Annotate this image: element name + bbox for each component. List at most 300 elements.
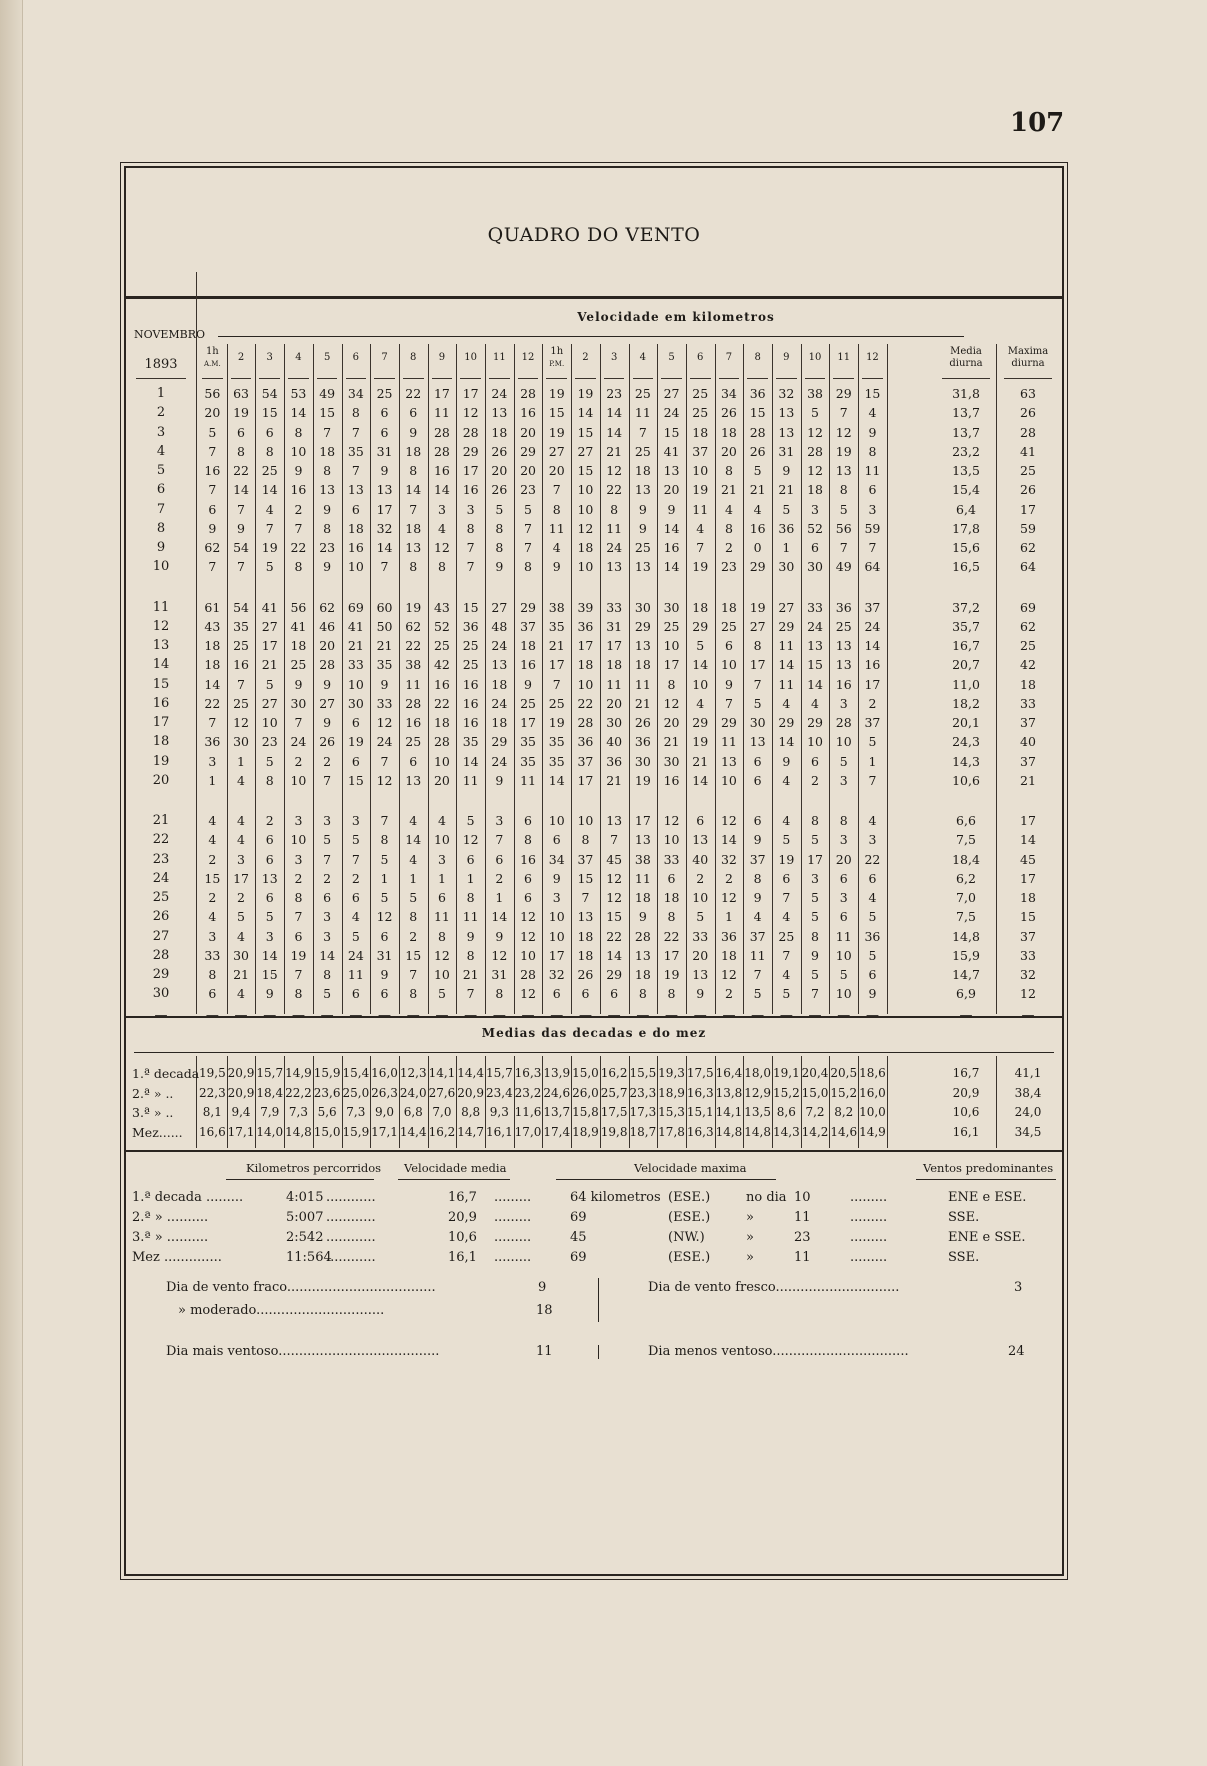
hour-value: 8 — [753, 870, 762, 886]
decade-value: 14,8 — [285, 1124, 312, 1139]
hour-value: 11 — [749, 947, 766, 963]
maxima-diurna-value: 62 — [1020, 540, 1036, 555]
hour-value: 59 — [864, 520, 881, 536]
header-underline — [518, 378, 539, 379]
hour-value: 9 — [237, 520, 245, 536]
maxima-diurna-value: 40 — [1020, 734, 1036, 750]
hour-value: 21 — [347, 638, 364, 653]
hour-value: 18 — [491, 676, 508, 692]
hour-value: 7 — [380, 753, 389, 769]
hour-value: 7 — [294, 967, 303, 982]
decade-value: 19,3 — [658, 1066, 685, 1080]
hour-value: 54 — [261, 386, 278, 401]
hour-value: 16 — [749, 520, 766, 536]
hour-value: 6 — [782, 870, 791, 886]
hour-value: 6 — [208, 501, 217, 517]
hour-value: 12 — [720, 967, 737, 982]
hour-value: 3 — [265, 928, 274, 944]
hour-value: 17 — [520, 715, 536, 730]
dash-cell: — — [521, 1007, 535, 1023]
hour-value: 23 — [606, 386, 623, 401]
media-diurna-value: 16,7 — [952, 638, 980, 653]
hour-value: 25 — [433, 638, 450, 653]
hour-value: 40 — [692, 851, 709, 867]
hour-value: 30 — [233, 947, 249, 963]
hour-value: 7 — [208, 443, 217, 459]
hour-header-label: 12 — [521, 352, 535, 363]
hour-value: 5 — [811, 832, 819, 848]
decade-value: 15,1 — [686, 1105, 714, 1119]
hour-value: 28 — [405, 695, 422, 711]
hour-value: 41 — [290, 618, 307, 634]
hour-value: 4 — [724, 501, 733, 517]
hour-value: 10 — [433, 753, 450, 769]
hour-value: 36 — [634, 734, 651, 750]
hour-value: 5 — [380, 851, 389, 867]
media-diurna-value: 14,7 — [952, 967, 980, 982]
hour-value: 7 — [351, 463, 360, 478]
hour-value: 3 — [839, 890, 848, 905]
ventos-header: Ventos predominantes — [923, 1161, 1054, 1175]
hour-value: 15 — [261, 967, 278, 982]
hour-value: 18 — [606, 657, 623, 673]
hour-value: 3 — [437, 501, 446, 517]
hour-value: 4 — [437, 520, 446, 536]
hour-value: 38 — [807, 386, 823, 401]
hour-value: 62 — [204, 540, 221, 555]
hour-value: 8 — [524, 559, 532, 575]
decade-max-value: 24,0 — [1014, 1105, 1042, 1119]
hour-value: 33 — [204, 947, 221, 963]
hour-value: 14 — [864, 638, 881, 653]
hour-value: 13 — [606, 559, 623, 575]
decade-value: 14,8 — [744, 1124, 771, 1139]
vel-media-header-rule — [398, 1179, 510, 1180]
hour-value: 14 — [663, 559, 680, 575]
decade-value: 17,0 — [514, 1124, 542, 1139]
hour-value: 2 — [208, 851, 217, 867]
decade-value: 16,3 — [514, 1066, 542, 1080]
hour-value: 16 — [462, 676, 479, 692]
header-underline — [805, 378, 826, 379]
hour-value: 61 — [204, 599, 221, 615]
hour-value: 17 — [433, 386, 450, 401]
hour-value: 7 — [610, 832, 619, 848]
day-label: 14 — [152, 657, 170, 673]
hour-value: 35 — [548, 753, 565, 769]
hour-value: 35 — [376, 657, 393, 673]
hour-value: 7 — [782, 890, 791, 905]
maxima-diurna-value: 32 — [1020, 967, 1036, 982]
hour-value: 28 — [835, 715, 852, 730]
hour-value: 19 — [692, 482, 709, 498]
hour-value: 24 — [290, 734, 307, 750]
hour-value: 19 — [778, 851, 795, 867]
hour-value: 9 — [495, 559, 504, 575]
hour-value: 25 — [778, 928, 795, 944]
hour-value: 69 — [347, 599, 364, 615]
day-label: 8 — [156, 520, 166, 536]
hour-value: 5 — [868, 909, 877, 925]
hour-value: 6 — [323, 890, 332, 905]
hour-value: 22 — [606, 928, 623, 944]
hour-value: 10 — [548, 813, 565, 828]
media-diurna-value: 13,7 — [952, 424, 980, 440]
media-diurna-value: 6,2 — [956, 870, 976, 886]
hour-value: 22 — [577, 695, 594, 711]
month-label: NOVEMBRO — [134, 328, 206, 341]
hour-value: 5 — [868, 734, 877, 750]
summary-dots: ......... — [850, 1190, 888, 1205]
decade-header: Medias das decadas e do mez — [481, 1026, 707, 1040]
hour-value: 2 — [323, 870, 332, 886]
decade-value: 15,2 — [772, 1085, 800, 1100]
hour-value: 28 — [319, 657, 336, 673]
hour-value: 13 — [634, 482, 651, 498]
maxima-diurna-value: 41 — [1020, 443, 1036, 459]
hour-value: 10 — [835, 734, 852, 750]
hour-value: 34 — [347, 386, 364, 401]
hour-header-label: 4 — [639, 352, 647, 363]
hour-value: 29 — [491, 734, 508, 750]
decade-value: 7,9 — [260, 1105, 280, 1119]
hour-value: 14 — [290, 405, 307, 421]
hour-value: 5 — [351, 928, 360, 944]
hour-header-18 — [686, 352, 715, 364]
maxima-diurna-value: 64 — [1020, 559, 1036, 575]
hour-value: 34 — [548, 851, 565, 867]
hour-value: 22 — [405, 386, 422, 401]
hour-value: 21 — [606, 443, 623, 459]
hour-value: 7 — [323, 851, 332, 867]
decade-media-value: 16,1 — [952, 1124, 980, 1139]
hour-value: 9 — [638, 909, 647, 925]
hour-value: 25 — [233, 695, 249, 711]
hour-value: 7 — [782, 947, 791, 963]
hour-value: 11 — [433, 405, 450, 421]
hour-value: 9 — [782, 753, 791, 769]
dash-cell: — — [1021, 1007, 1035, 1023]
hour-value: 19 — [405, 599, 422, 615]
hour-value: 8 — [466, 947, 475, 963]
hour-header-label: 2 — [582, 352, 589, 363]
hour-value: 6 — [839, 870, 848, 886]
decade-value: 11,6 — [514, 1105, 542, 1119]
hour-value: 30 — [749, 715, 766, 730]
media-diurna-value: 20,1 — [952, 715, 980, 730]
hour-value: 19 — [634, 772, 651, 788]
hour-value: 9 — [323, 559, 332, 575]
hour-value: 29 — [692, 715, 709, 730]
dash-cell: — — [320, 1007, 334, 1023]
hour-value: 5 — [811, 890, 819, 905]
hour-value: 18 — [290, 638, 307, 653]
hour-header-19 — [715, 352, 744, 364]
hour-value: 13 — [807, 638, 823, 653]
hour-value: 19 — [577, 386, 594, 401]
hour-value: 3 — [237, 851, 245, 867]
hour-value: 28 — [520, 386, 536, 401]
hour-value: 35 — [548, 734, 565, 750]
decade-value: 22,2 — [285, 1085, 312, 1100]
hour-value: 16 — [462, 482, 479, 498]
hour-value: 1 — [437, 870, 446, 886]
hour-header-label: 11 — [492, 352, 506, 363]
fresco-label: Dia de vento fresco.............................. — [648, 1280, 900, 1295]
media-diurna-value: 15,6 — [952, 540, 980, 555]
hour-value: 14 — [692, 657, 709, 673]
decade-value: 7,0 — [432, 1105, 452, 1119]
hour-value: 21 — [261, 657, 278, 673]
hour-value: 53 — [290, 386, 307, 401]
summary-label: 3.ª » .......... — [132, 1230, 209, 1245]
hour-value: 29 — [520, 599, 536, 615]
hour-value: 14 — [433, 482, 450, 498]
hour-value: 13 — [634, 832, 651, 848]
hour-value: 7 — [839, 540, 848, 555]
hour-value: 25 — [692, 386, 709, 401]
dash-cell: — — [406, 1007, 420, 1023]
maxima-diurna-value: 18 — [1020, 890, 1036, 905]
hour-value: 5 — [265, 909, 274, 925]
hour-value: 14 — [577, 405, 594, 421]
day-label: 25 — [152, 890, 170, 905]
hour-value: 5 — [811, 405, 819, 421]
hour-value: 8 — [409, 559, 418, 575]
decade-value: 15,4 — [342, 1066, 370, 1080]
decade-value: 18,4 — [256, 1085, 284, 1100]
media-column-divider — [996, 344, 997, 1014]
header-underline — [288, 378, 309, 379]
hour-value: 7 — [409, 967, 418, 982]
hour-value: 37 — [577, 851, 594, 867]
hour-value: 24 — [606, 540, 623, 555]
hour-value: 37 — [749, 851, 766, 867]
hour-value: 31 — [491, 967, 508, 982]
summary-label: Mez .............. — [132, 1250, 222, 1265]
hour-value: 8 — [294, 986, 303, 1002]
hour-value: 27 — [577, 443, 594, 459]
hour-value: 4 — [868, 813, 877, 828]
hour-value: 8 — [323, 967, 332, 982]
hour-value: 14 — [319, 947, 336, 963]
dash-cell: — — [205, 1007, 219, 1023]
hour-value: 18 — [807, 482, 823, 498]
hour-value: 6 — [409, 405, 418, 421]
hour-value: 33 — [807, 599, 823, 615]
hour-value: 17 — [462, 386, 479, 401]
hour-value: 7 — [208, 482, 217, 498]
hour-header-12 — [514, 352, 543, 364]
hour-value: 25 — [233, 638, 249, 653]
hour-value: 3 — [323, 928, 332, 944]
hour-value: 6 — [868, 482, 877, 498]
hour-value: 62 — [319, 599, 336, 615]
hour-value: 5 — [437, 986, 446, 1002]
decade-value: 15,0 — [801, 1085, 829, 1100]
hour-value: 14 — [491, 909, 508, 925]
hour-value: 5 — [323, 986, 332, 1002]
header-underline — [346, 378, 367, 379]
maxima-diurna-value: 28 — [1020, 424, 1036, 440]
hour-header-label: 7 — [725, 352, 733, 363]
hour-value: 2 — [294, 753, 303, 769]
day-label: 1 — [156, 386, 166, 401]
header-underline — [460, 378, 481, 379]
hour-value: 9 — [323, 715, 332, 730]
hour-value: 21 — [376, 638, 393, 653]
hour-value: 7 — [466, 986, 475, 1002]
hour-value: 4 — [237, 772, 245, 788]
media-diurna-value: 6,4 — [956, 501, 976, 517]
hour-value: 13 — [261, 870, 278, 886]
hour-value: 7 — [839, 405, 848, 421]
hour-value: 30 — [634, 599, 651, 615]
hour-value: 14 — [405, 832, 422, 848]
hour-value: 19 — [290, 947, 307, 963]
hour-value: 24 — [491, 638, 508, 653]
hour-value: 13 — [606, 813, 623, 828]
hour-value: 26 — [577, 967, 594, 982]
hour-value: 24 — [864, 618, 881, 634]
hour-value: 0 — [753, 540, 762, 555]
hour-value: 10 — [835, 947, 852, 963]
hour-value: 39 — [577, 599, 594, 615]
media-diurna-value: 35,7 — [952, 618, 980, 634]
hour-header-label: 9 — [783, 352, 790, 363]
decade-value: 14,3 — [772, 1124, 800, 1139]
hour-value: 17 — [864, 676, 881, 692]
hour-value: 56 — [835, 520, 852, 536]
hour-header-label: 7 — [381, 352, 388, 363]
summary-dia: 23 — [794, 1230, 811, 1245]
hour-value: 2 — [724, 986, 733, 1002]
decade-value: 7,3 — [346, 1105, 366, 1119]
hour-value: 6 — [610, 986, 619, 1002]
hour-value: 4 — [868, 405, 877, 421]
hour-value: 19 — [692, 734, 709, 750]
hour-value: 14 — [606, 424, 623, 440]
dash-cell: — — [435, 1007, 449, 1023]
summary-dia-word: » — [746, 1250, 754, 1265]
hour-value: 9 — [753, 832, 762, 848]
hour-value: 13 — [835, 463, 852, 478]
hour-value: 6 — [696, 813, 705, 828]
hour-value: 11 — [548, 520, 565, 536]
hour-value: 7 — [495, 832, 504, 848]
hour-value: 15 — [462, 599, 479, 615]
hour-value: 22 — [204, 695, 221, 711]
hour-value: 10 — [433, 967, 450, 982]
summary-dots: ......... — [850, 1230, 888, 1245]
hour-value: 60 — [376, 599, 393, 615]
hour-value: 8 — [265, 772, 274, 788]
hour-value: 13 — [749, 734, 766, 750]
hour-value: 16 — [347, 540, 364, 555]
hour-value: 12 — [520, 928, 536, 944]
hour-value: 18 — [405, 443, 422, 459]
hour-value: 9 — [495, 928, 504, 944]
maxima-diurna-value: 37 — [1020, 753, 1036, 769]
decade-value: 10,0 — [859, 1105, 886, 1119]
decade-media-value: 20,9 — [952, 1085, 980, 1100]
decade-value: 15,2 — [830, 1085, 858, 1100]
table-title: QUADRO DO VENTO — [487, 224, 701, 246]
hour-value: 5 — [380, 890, 389, 905]
decade-value: 15,5 — [629, 1066, 657, 1080]
hour-header-label: 5 — [323, 352, 331, 363]
hour-header-23 — [829, 352, 858, 364]
day-label: 9 — [156, 540, 166, 555]
hour-value: 21 — [692, 753, 709, 769]
hour-value: 19 — [663, 967, 680, 982]
maxima-diurna-value: 14 — [1020, 832, 1036, 848]
hour-value: 26 — [634, 715, 651, 730]
hour-value: 4 — [265, 501, 274, 517]
hour-value: 16 — [290, 482, 307, 498]
hour-value: 11 — [634, 870, 651, 886]
media-diurna-value: 16,5 — [952, 559, 980, 575]
summary-dir: (NW.) — [668, 1230, 705, 1245]
hour-value: 29 — [778, 618, 795, 634]
hour-value: 6 — [868, 967, 877, 982]
hour-header-11 — [485, 352, 514, 364]
hour-value: 37 — [749, 928, 766, 944]
hour-value: 18 — [577, 947, 594, 963]
hour-value: 26 — [491, 482, 508, 498]
hour-value: 28 — [749, 424, 766, 440]
hour-value: 21 — [778, 482, 795, 498]
decade-value: 15,8 — [572, 1105, 599, 1119]
hour-value: 7 — [811, 986, 819, 1002]
hour-value: 17 — [548, 947, 565, 963]
hour-value: 32 — [548, 967, 565, 982]
hour-header-label: 12 — [866, 352, 879, 363]
page-binding-edge — [0, 0, 23, 1766]
hour-value: 7 — [724, 695, 733, 711]
media-diurna-value: 15,4 — [952, 482, 980, 498]
hour-value: 2 — [323, 753, 332, 769]
hour-value: 15 — [807, 657, 823, 673]
hour-column-divider — [887, 344, 888, 1014]
hour-value: 15 — [749, 405, 766, 421]
hour-value: 36 — [606, 753, 623, 769]
header-underline — [231, 378, 252, 379]
hour-value: 27 — [319, 695, 336, 711]
decade-value: 17,5 — [600, 1105, 628, 1119]
hour-value: 12 — [720, 813, 737, 828]
hour-value: 8 — [409, 463, 418, 478]
fraco-label: Dia de vento fraco.................................... — [166, 1280, 436, 1295]
hour-value: 5 — [782, 832, 791, 848]
dash-cell: — — [751, 1007, 765, 1023]
hour-value: 37 — [864, 715, 881, 730]
hour-value: 15 — [204, 870, 221, 886]
hour-value: 52 — [807, 520, 823, 536]
hour-value: 36 — [835, 599, 852, 615]
summary-dots: ............ — [326, 1230, 376, 1245]
hour-value: 4 — [437, 813, 446, 828]
media-diurna-value: 6,9 — [956, 986, 976, 1002]
media-diurna-value: 20,7 — [952, 657, 980, 673]
header-underline — [374, 378, 395, 379]
hour-value: 7 — [351, 851, 360, 867]
hour-value: 4 — [237, 813, 245, 828]
media-diurna-value: 17,8 — [952, 520, 980, 536]
hour-value: 17 — [233, 870, 249, 886]
day-label: 20 — [152, 772, 170, 788]
hour-value: 2 — [409, 928, 418, 944]
